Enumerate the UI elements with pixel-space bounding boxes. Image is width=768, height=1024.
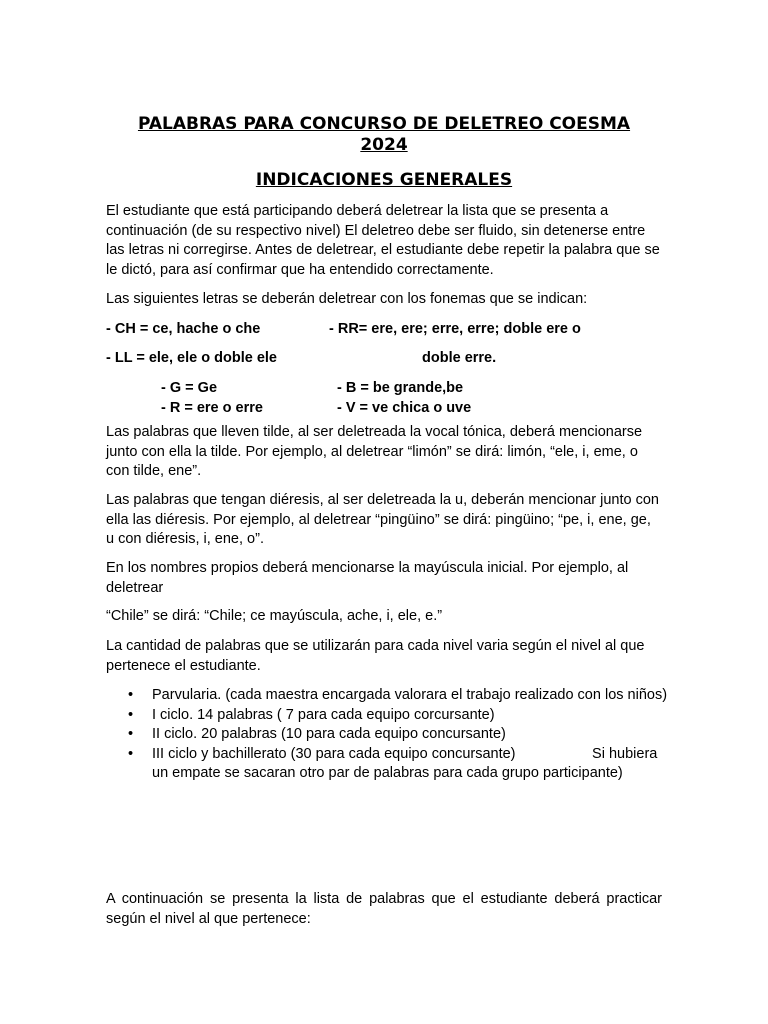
bullet-icon: • <box>128 745 134 762</box>
rule-v: - V = ve chica o uve <box>337 400 472 416</box>
continuation-paragraph: A continuación se presenta la lista de palabras que el estudiante deberá practicar según el nivel al que pertenece: <box>106 891 662 927</box>
tilde-paragraph: Las palabras que lleven tilde, al ser deletreada la vocal tónica, deberá mencionarse junto con ella la tilde. Por ejemplo, al deletrear “limón” se dirá: limón, “ele, i, eme, o con tilde, ene”. <box>106 424 643 479</box>
rule-rr: - RR= ere, ere; erre, erre; doble ere o <box>329 321 581 337</box>
list-item <box>128 725 668 745</box>
rule-ll: - LL = ele, ele o doble ele <box>106 350 277 366</box>
list-item-text: II ciclo. 20 palabras (10 para cada equipo concursante) <box>152 726 506 742</box>
list-item-text: I ciclo. 14 palabras ( 7 para cada equipo corcursante) <box>152 706 495 723</box>
levels-list <box>128 686 668 784</box>
rule-b: - B = be grande,be <box>337 380 464 396</box>
rule-g: - G = Ge <box>161 380 218 396</box>
rule-ch: - CH = ce, hache o che <box>106 321 261 337</box>
rule-r: - R = ere o erre <box>161 400 263 416</box>
dieresis-paragraph: Las palabras que tengan diéresis, al ser deletreada la u, deberán mencionar junto con ella las diéresis. Por ejemplo, al deletrear “pingüino” se dirá: pingüino; “pe, i, ene, ge, u con diéresis, i, ene, o”. <box>106 492 659 547</box>
letters-intro: Las siguientes letras se deberán deletrear con los fonemas que se indican: <box>106 291 588 307</box>
list-item <box>128 706 668 726</box>
list-item-text: III ciclo y bachillerato (30 para cada equipo concursante) Si hubiera un empate se sacaran otro par de palabras para cada grupo participante) <box>152 745 662 781</box>
document-title <box>106 114 662 156</box>
quantity-paragraph: La cantidad de palabras que se utilizarán para cada nivel varia según el nivel al que pertenece el estudiante. <box>106 638 645 674</box>
list-item <box>128 686 668 706</box>
bullet-icon: • <box>128 687 134 703</box>
bullet-icon: • <box>128 706 134 723</box>
list-item-text: Parvularia. (cada maestra encargada valorara el trabajo realizado con los niños) <box>152 687 668 703</box>
title-line-1: PALABRAS PARA CONCURSO DE DELETREO COESMA <box>137 114 631 134</box>
rule-rr-continuation: doble erre. <box>422 350 497 366</box>
list-item <box>128 745 668 784</box>
title-line-2: 2024 <box>360 135 408 155</box>
proper-names-paragraph: En los nombres propios deberá mencionarse la mayúscula inicial. Por ejemplo, al deletrear <box>106 560 629 596</box>
section-heading: INDICACIONES GENERALES <box>255 170 513 190</box>
chile-example: “Chile” se dirá: “Chile; ce mayúscula, ache, i, ele, e.” <box>106 608 443 624</box>
bullet-icon: • <box>128 726 134 742</box>
intro-paragraph: El estudiante que está participando deberá deletrear la lista que se presenta a continuación (de su respectivo nivel) El deletreo debe ser fluido, sin detenerse entre las letras ni corregirse. Antes de deletrear, el estudiante debe repetir la palabra que se le dictó, para así confirmar que ha entendido correctamente. <box>106 203 660 278</box>
